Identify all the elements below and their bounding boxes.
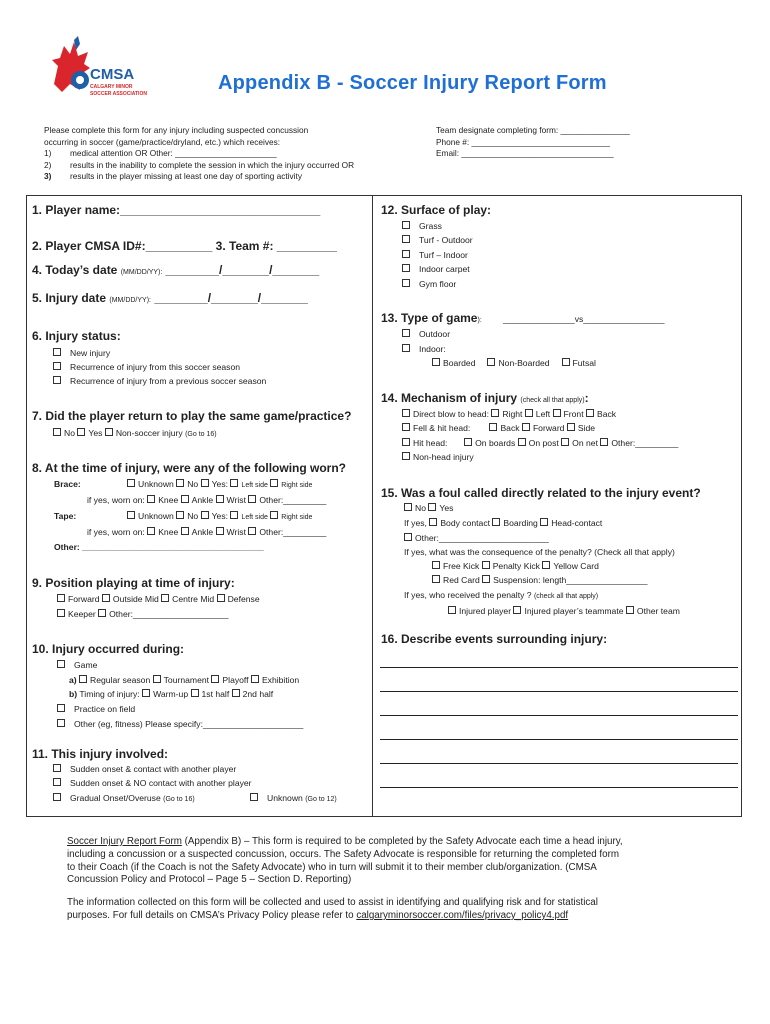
injury-date-field[interactable]: 5. Injury date (MM/DD/YY): ________/_______/_______ [32,291,308,305]
position-options-row1[interactable]: Forward Outside Mid Centre Mid Defense [57,594,260,604]
mechanism-fell[interactable]: Fell & hit head: Back Forward Side [402,423,595,433]
email-field[interactable]: Email: _________________________________ [436,148,614,159]
timing-options[interactable]: b) Timing of injury: Warm-up 1st half 2nd half [69,689,274,699]
player-name-field[interactable]: 1. Player name:______________________________ [32,203,321,217]
logo-text: CMSA [90,66,135,83]
game-vs-field[interactable]: _______________vs_________________ [503,314,665,324]
intro-item-3: 3) results in the player missing at least one day of sporting activity [44,171,302,182]
intro-line-2: occurring in soccer (game/practice/dryland, etc.) which receives: [44,136,281,147]
involved-gradual[interactable]: Gradual Onset/Overuse (Go to 16) [53,793,195,803]
injury-status-heading: 6. Injury status: [32,329,121,343]
surface-turf-outdoor[interactable]: Turf - Outdoor [402,235,473,245]
describe-line-5[interactable] [380,763,738,764]
checkbox[interactable] [53,376,61,384]
occurred-during-heading: 10. Injury occurred during: [32,642,185,656]
brace-worn-on[interactable]: if yes, worn on: Knee Ankle Wrist Other:_________ [87,495,327,505]
return-to-play-heading: 7. Did the player return to play the same game/practice? [32,409,352,423]
surface-turf-indoor[interactable]: Turf – Indoor [402,250,468,260]
return-to-play-options[interactable]: No Yes Non-soccer injury (Go to 16) [53,428,217,438]
practice-option[interactable]: Practice on field [57,704,135,714]
describe-events-heading: 16. Describe events surrounding injury: [381,632,608,646]
logo-subtext-1: CALGARY MINOR [90,84,133,90]
game-option[interactable]: Game [57,660,97,670]
checkbox[interactable] [53,348,61,356]
status-recurrence-previous[interactable]: Recurrence of injury from a previous soccer season [53,376,266,386]
privacy-policy-link[interactable]: calgaryminorsoccer.com/files/privacy_policy4.pdf [356,909,569,921]
surface-gym-floor[interactable]: Gym floor [402,279,456,289]
foul-yes-no[interactable]: No Yes [404,503,453,513]
footer-p1-line4: Concussion Policy and Protocol – Page 5 – Section D. Reporting) [67,874,352,886]
describe-line-6[interactable] [380,787,738,788]
penalty-card-options[interactable]: Red Card Suspension: length_________________ [432,575,648,585]
footer-p1-line3: to their Coach (if the Coach is not the Safety Advocate) who in turn will submit it to their member club/organization. (CMSA [67,861,597,873]
logo-subtext-2: SOCCER ASSOCIATION [90,91,147,97]
checkbox[interactable] [53,362,61,370]
involved-unknown[interactable]: Unknown (Go to 12) [250,793,337,803]
report-form-link: Soccer Injury Report Form [67,836,182,847]
indoor-options[interactable]: Boarded Non-Boarded Futsal [432,358,596,368]
tape-options[interactable]: Unknown No Yes: Left side Right side [127,511,312,521]
player-id-team-field[interactable]: 2. Player CMSA ID#:__________ 3. Team #: _________ [32,239,337,253]
brace-label: Brace: [54,479,81,489]
describe-line-4[interactable] [380,739,738,740]
equipment-other-field[interactable]: Other: ______________________________________ [54,542,264,552]
footer-notes [67,836,727,923]
game-indoor[interactable]: Indoor: [402,344,446,354]
penalty-receiver-options[interactable]: Injured player Injured player’s teammate Other team [448,606,680,616]
equipment-worn-heading: 8. At the time of injury, were any of the following worn? [32,461,347,475]
todays-date-field[interactable]: 4. Today’s date (MM/DD/YY): ________/_______/_______ [32,263,320,277]
intro-item-2: 2) results in the inability to complete the session in which the injury occurred OR [44,159,355,170]
page-title: Appendix B - Soccer Injury Report Form [218,72,607,94]
footer-p2-line2: purposes. For full details on CMSA’s Privacy Policy please refer to calgaryminorsoccer.com/files/privacy_policy4.pdf [67,909,569,921]
tape-worn-on[interactable]: if yes, worn on: Knee Ankle Wrist Other:_________ [87,527,327,537]
phone-field[interactable]: Phone #: ______________________________ [436,136,610,147]
team-designate-field[interactable]: Team designate completing form: _______________ [436,125,630,135]
game-type-heading: 13. Type of game): [381,311,482,325]
involved-no-contact[interactable]: Sudden onset & NO contact with another player [53,778,252,788]
other-fitness-option[interactable]: Other (eg, fitness) Please specify:_____________________ [57,719,303,729]
describe-line-2[interactable] [380,691,738,692]
status-recurrence-season[interactable]: Recurrence of injury from this soccer season [53,362,240,372]
describe-line-3[interactable] [380,715,738,716]
penalty-consequence-label: If yes, what was the consequence of the penalty? (Check all that apply) [404,547,675,557]
injury-involved-heading: 11. This injury involved: [32,747,169,761]
involved-contact[interactable]: Sudden onset & contact with another player [53,764,236,774]
game-outdoor[interactable]: Outdoor [402,329,450,339]
position-heading: 9. Position playing at time of injury: [32,576,235,590]
footer-p1-line1: Soccer Injury Report Form (Appendix B) – This form is required to be completed by the Safety Advocate each time a head injury, [67,836,623,847]
foul-type-options[interactable]: If yes, Body contact Boarding Head-contact [404,518,603,528]
brace-options[interactable]: Unknown No Yes: Left side Right side [127,479,312,489]
penalty-receiver-label: If yes, who received the penalty ? (check all that apply) [404,590,599,600]
mechanism-hit-head[interactable]: Hit head: On boards On post On net Other:_________ [402,438,678,448]
team-designate-block [436,125,630,160]
intro-line-1: Please complete this form for any injury including suspected concussion [44,125,309,135]
column-divider [372,195,373,817]
footer-p1-line2: including a concussion or a suspected concussion, occurs. The Safety Advocate is responsible for returning the completed form [67,848,620,860]
mechanism-non-head[interactable]: Non-head injury [402,452,474,462]
surface-indoor-carpet[interactable]: Indoor carpet [402,264,470,274]
cmsa-logo [44,36,184,108]
mechanism-heading: 14. Mechanism of injury (check all that apply): [381,391,589,405]
status-new-injury[interactable]: New injury [53,348,110,358]
game-type-options[interactable]: a) Regular season Tournament Playoff Exhibition [69,675,300,685]
position-options-row2[interactable]: Keeper Other:____________________ [57,609,229,619]
penalty-kick-options[interactable]: Free Kick Penalty Kick Yellow Card [432,561,599,571]
surface-grass[interactable]: Grass [402,221,442,231]
foul-heading: 15. Was a foul called directly related to the injury event? [381,486,701,500]
tape-label: Tape: [54,511,77,521]
describe-line-1[interactable] [380,667,738,668]
footer-p2-line1: The information collected on this form will be collected and used to assist in identifying and qualifying risk and for statistical [67,897,598,909]
surface-heading: 12. Surface of play: [381,203,492,217]
intro-item-1: 1) medical attention OR Other: ______________________ [44,148,277,159]
foul-other-field[interactable]: Other:_______________________ [404,533,549,543]
mechanism-direct-blow[interactable]: Direct blow to head: Right Left Front Back [402,409,616,419]
intro-text [44,125,354,183]
